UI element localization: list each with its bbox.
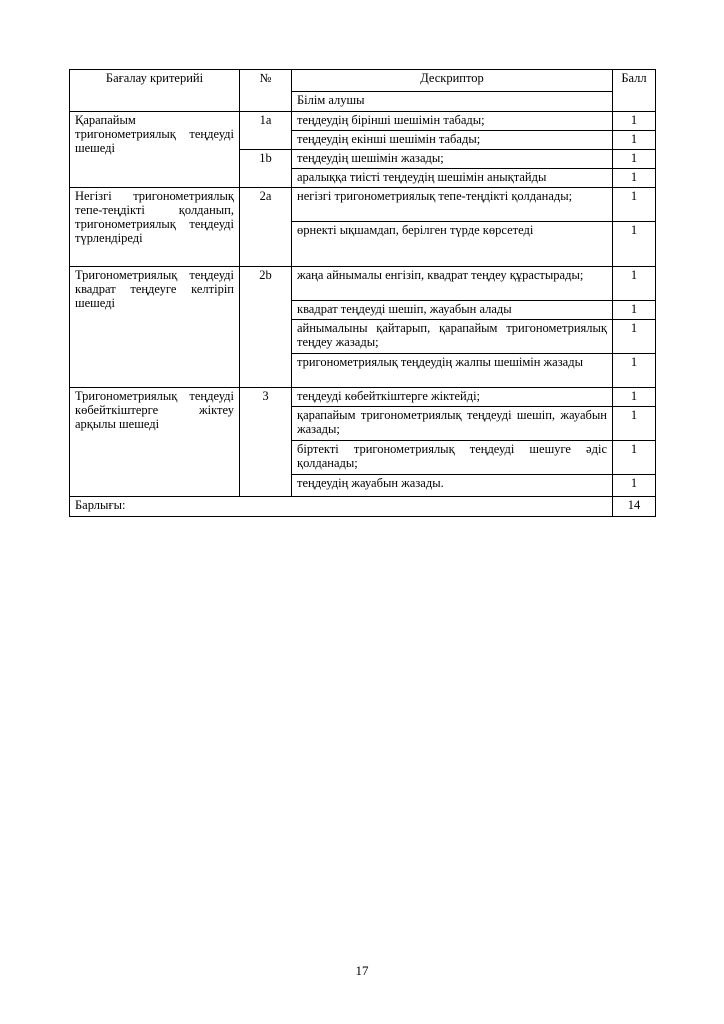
score-cell: 1 — [613, 301, 656, 320]
number-cell: 3 — [240, 388, 292, 497]
assessment-rubric-table — [69, 69, 656, 517]
total-value: 14 — [613, 497, 656, 517]
criterion-cell: Негізгі тригонометриялық тепе-теңдікті қолданып, тригонометриялық теңдеуді түрлендіреді — [70, 188, 240, 267]
number-cell: 2a — [240, 188, 292, 267]
score-cell: 1 — [613, 150, 656, 169]
score-cell: 1 — [613, 188, 656, 222]
score-cell: 1 — [613, 267, 656, 301]
number-cell: 2b — [240, 267, 292, 388]
score-cell: 1 — [613, 354, 656, 388]
number-cell: 1a — [240, 112, 292, 150]
descriptor-cell: аралыққа тиісті теңдеудің шешімін анықтайды — [292, 169, 613, 188]
descriptor-cell: жаңа айнымалы енгізіп, квадрат теңдеу құрастырады; — [292, 267, 613, 301]
score-cell: 1 — [613, 131, 656, 150]
descriptor-cell: теңдеудің екінші шешімін табады; — [292, 131, 613, 150]
total-label: Барлығы: — [70, 497, 613, 517]
score-cell: 1 — [613, 441, 656, 475]
descriptor-cell: тригонометриялық теңдеудің жалпы шешімін жазады — [292, 354, 613, 388]
descriptor-cell: өрнекті ықшамдап, берілген түрде көрсетеді — [292, 222, 613, 267]
number-cell: 1b — [240, 150, 292, 188]
descriptor-cell: квадрат теңдеуді шешіп, жауабын алады — [292, 301, 613, 320]
score-cell: 1 — [613, 475, 656, 497]
header-descriptor: Дескриптор — [292, 70, 613, 92]
descriptor-cell: айнымалыны қайтарып, қарапайым тригонометриялық теңдеу жазады; — [292, 320, 613, 354]
header-criteria: Бағалау критерийі — [70, 70, 240, 112]
descriptor-cell: теңдеудің жауабын жазады. — [292, 475, 613, 497]
score-cell: 1 — [613, 222, 656, 267]
header-score: Балл — [613, 70, 656, 112]
page-number: 17 — [355, 963, 369, 978]
score-cell: 1 — [613, 407, 656, 441]
descriptor-cell: біртекті тригонометриялық теңдеуді шешуге әдіс қолданады; — [292, 441, 613, 475]
descriptor-cell: теңдеуді көбейткіштерге жіктейді; — [292, 388, 613, 407]
score-cell: 1 — [613, 320, 656, 354]
criterion-cell: Тригонометриялық теңдеуді квадрат теңдеуге келтіріп шешеді — [70, 267, 240, 388]
criterion-cell: Қарапайым тригонометриялық теңдеуді шешеді — [70, 112, 240, 188]
descriptor-cell: негізгі тригонометриялық тепе-теңдікті қолданады; — [292, 188, 613, 222]
descriptor-cell: теңдеудің бірінші шешімін табады; — [292, 112, 613, 131]
score-cell: 1 — [613, 112, 656, 131]
descriptor-cell: қарапайым тригонометриялық теңдеуді шешіп, жауабын жазады; — [292, 407, 613, 441]
header-learner: Білім алушы — [292, 92, 613, 112]
header-number: № — [240, 70, 292, 112]
score-cell: 1 — [613, 388, 656, 407]
score-cell: 1 — [613, 169, 656, 188]
descriptor-cell: теңдеудің шешімін жазады; — [292, 150, 613, 169]
criterion-cell: Тригонометриялық теңдеуді көбейткіштерге жіктеу арқылы шешеді — [70, 388, 240, 497]
